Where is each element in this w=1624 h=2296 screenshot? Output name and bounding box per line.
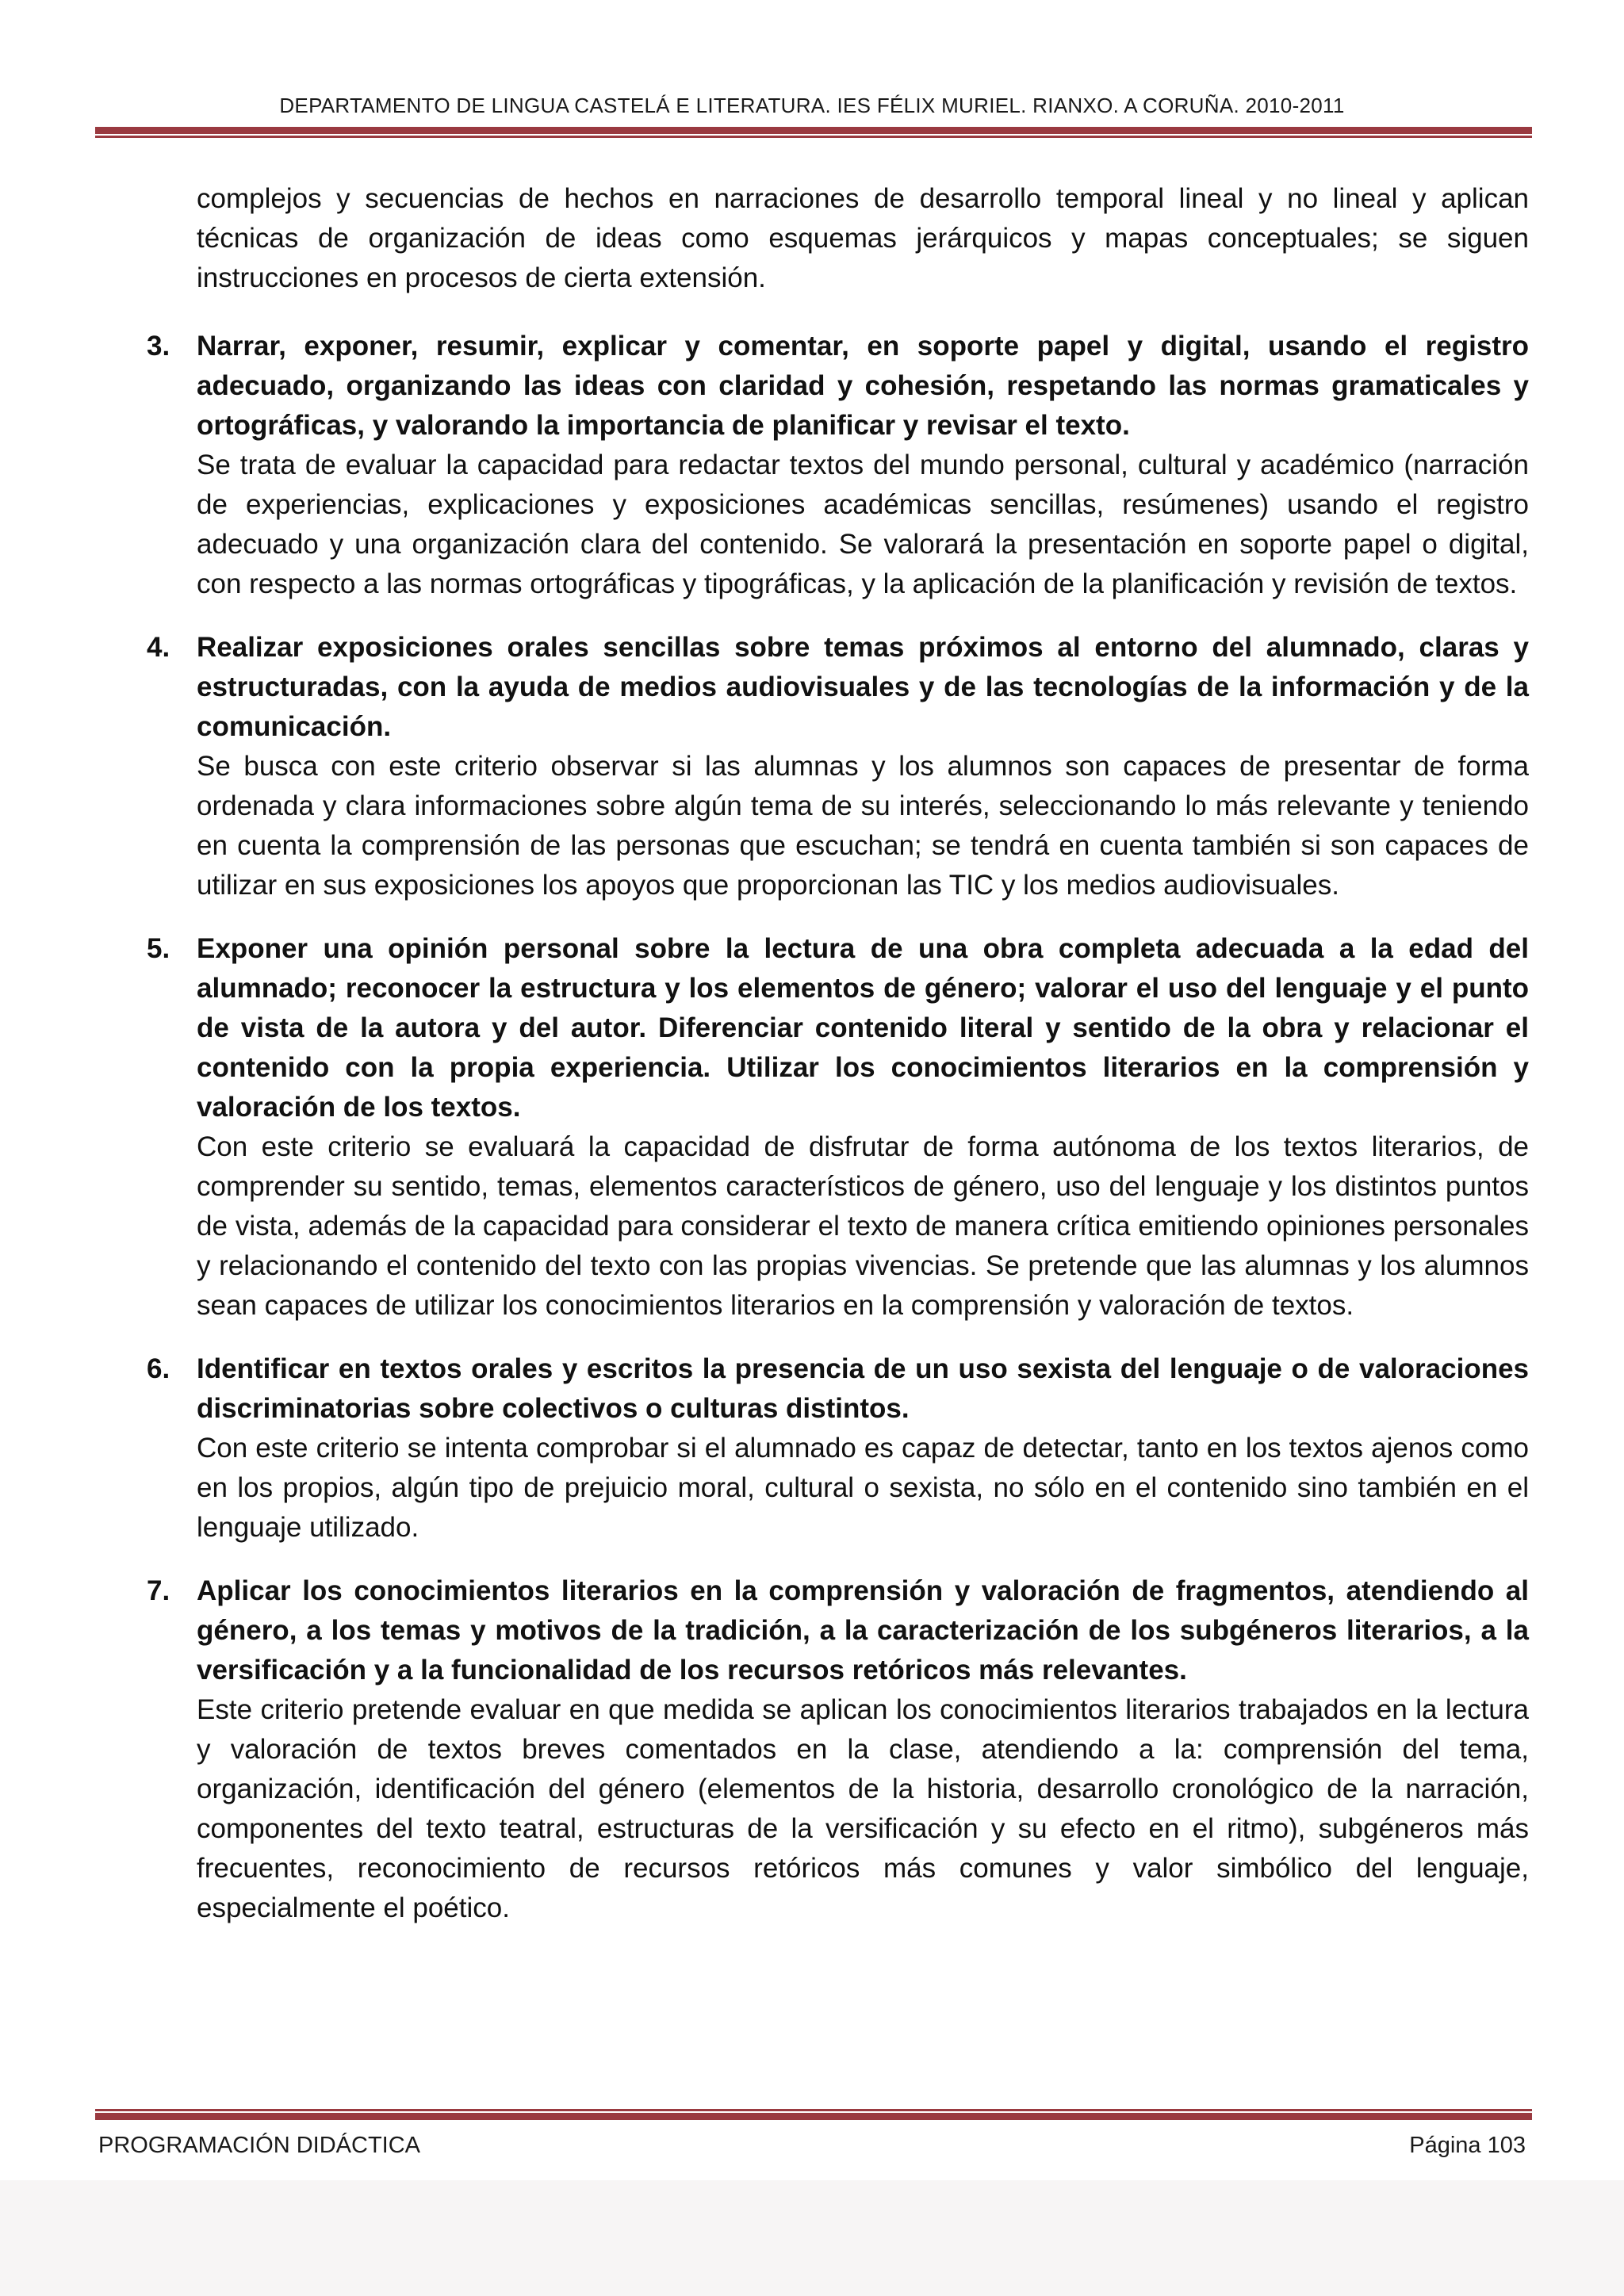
page-header-title: DEPARTAMENTO DE LINGUA CASTELÁ E LITERATURA. IES FÉLIX MURIEL. RIANXO. A CORUÑA. 2010-2011 [279,94,1345,117]
footer-divider [95,2109,1532,2120]
page-bottom-margin [0,2180,1624,2296]
criterion-title: Narrar, exponer, resumir, explicar y comentar, en soporte papel y digital, usando el registro adecuado, organizando las ideas con claridad y cohesión, respetando las normas gramaticales y ortográficas, y valorando la importancia de planificar y revisar el texto. [197,331,1529,441]
criterion-description: Se trata de evaluar la capacidad para redactar textos del mundo personal, cultural y académico (narración de experiencias, explicaciones y exposiciones académicas sencillas, resúmenes) usando el registro adecuado y una organización clara del contenido. Se valorará la presentación en soporte papel o digital, con respecto a las normas ortográficas y tipográficas, y la aplicación de la planificación y revisión de textos. [197,450,1529,599]
criterion-title: Realizar exposiciones orales sencillas sobre temas próximos al entorno del alumnado, claras y estructuradas, con la ayuda de medios audiovisuales y de las tecnologías de la información y de la comunicación. [197,632,1529,742]
footer-document-title: PROGRAMACIÓN DIDÁCTICA [98,2133,421,2158]
criterion-title: Exponer una opinión personal sobre la lectura de una obra completa adecuada a la edad del alumnado; reconocer la estructura y los elementos de género; valorar el uso del lenguaje y el punto de vista de la autora y del autor. Diferenciar contenido literal y sentido de la obra y relacionar el contenido con la propia experiencia. Utilizar los conocimientos literarios en la comprensión y valoración de los textos. [197,933,1529,1123]
criterion-title: Identificar en textos orales y escritos la presencia de un uso sexista del lenguaje o de valoraciones discriminatorias sobre colectivos o culturas distintos. [197,1353,1529,1424]
footer-divider-thin [95,2109,1532,2111]
criterion-description: Con este criterio se evaluará la capacidad de disfrutar de forma autónoma de los textos literarios, de comprender su sentido, temas, elementos característicos de género, uso del lenguaje y los distintos puntos de vista, además de la capacidad para considerar el texto de manera crítica emitiendo opiniones personales y relacionando el contenido del texto con las propias vivencias. Se pretende que las alumnas y los alumnos sean capaces de utilizar los conocimientos literarios en la comprensión y valoración de textos. [197,1131,1529,1321]
criterion-item [95,1571,1529,1928]
criterion-number: 4. [147,632,170,663]
header-divider-thick [95,127,1532,134]
criterion-number: 3. [147,331,170,362]
criterion-number: 6. [147,1353,170,1384]
criterion-item [95,929,1529,1326]
criterion-item [95,1349,1529,1548]
criterion-description: Con este criterio se intenta comprobar si el alumnado es capaz de detectar, tanto en los textos ajenos como en los propios, algún tipo de prejuicio moral, cultural o sexista, no sólo en el contenido sino también en el lenguaje utilizado. [197,1433,1529,1543]
header-divider-thin [95,136,1532,138]
intro-paragraph: complejos y secuencias de hechos en narraciones de desarrollo temporal lineal y no lineal y aplican técnicas de organización de ideas como esquemas jerárquicos y mapas conceptuales; se siguen instrucciones en procesos de cierta extensión. [197,183,1529,293]
criterion-description: Este criterio pretende evaluar en que medida se aplican los conocimientos literarios trabajados en la lectura y valoración de textos breves comentados en la clase, atendiendo a la: comprensión del tema, organización, identificación del género (elementos de la historia, desarrollo cronológico de la narración, componentes del texto teatral, estructuras de la versificación y su efecto en el ritmo), subgéneros más frecuentes, reconocimiento de recursos retóricos más comunes y valor simbólico del lenguaje, especialmente el poético. [197,1694,1529,1923]
criterion-title: Aplicar los conocimientos literarios en la comprensión y valoración de fragmentos, atendiendo al género, a los temas y motivos de la tradición, a la caracterización de los subgéneros literarios, a la versificación y a la funcionalidad de los recursos retóricos más relevantes. [197,1575,1529,1686]
criterion-item [95,628,1529,905]
footer-page-number: Página 103 [1409,2133,1526,2158]
footer-divider-thick [95,2113,1532,2120]
criterion-number: 7. [147,1575,170,1606]
criterion-description: Se busca con este criterio observar si las alumnas y los alumnos son capaces de presentar de forma ordenada y clara informaciones sobre algún tema de su interés, seleccionando lo más relevante y teniendo en cuenta la comprensión de las personas que escuchan; se tendrá en cuenta también si son capaces de utilizar en sus exposiciones los apoyos que proporcionan las TIC y los medios audiovisuales. [197,751,1529,901]
criterion-number: 5. [147,933,170,964]
page-content [95,179,1529,1928]
header-divider [95,127,1532,138]
criterion-item [95,327,1529,604]
